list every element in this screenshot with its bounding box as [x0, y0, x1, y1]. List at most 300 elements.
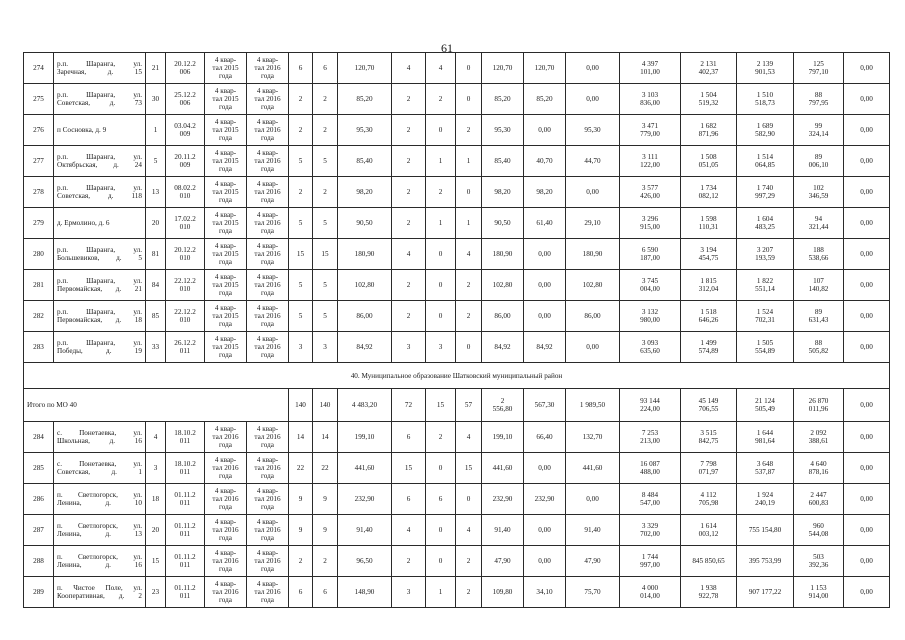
period-start-cell-line: 4 квар- [214, 456, 237, 464]
count-cell [289, 515, 313, 546]
sum-cell-line: 547,00 [640, 499, 660, 507]
sum-cell-line: 518,73 [755, 99, 775, 107]
total-line: 45 149 [698, 397, 719, 405]
count-cell-line: 0 [438, 250, 443, 258]
sum-cell-line: 004,00 [640, 285, 660, 293]
row-number-line: 280 [33, 250, 44, 258]
sum-cell-line: 755 154,80 [748, 526, 782, 534]
total-cell: 57 [456, 389, 482, 422]
date-cell [166, 84, 205, 115]
date-cell [166, 208, 205, 239]
area-cell [482, 270, 524, 301]
sum-cell-line: 3 471 [641, 122, 659, 130]
date-cell-line: 01.11.2 [174, 491, 196, 499]
area-cell-line: 199,10 [492, 433, 513, 441]
count-cell [313, 301, 338, 332]
count-cell [313, 484, 338, 515]
sum-cell [794, 453, 844, 484]
period-end-cell-line: 4 квар- [256, 456, 279, 464]
area-cell [566, 115, 620, 146]
area-cell [482, 84, 524, 115]
area-cell-line: 0,00 [538, 281, 551, 289]
period-start-cell-line: 4 квар- [214, 549, 237, 557]
count-cell-line: 1 [466, 219, 471, 227]
area-cell [524, 208, 566, 239]
sum-cell-line: 980,00 [640, 316, 660, 324]
count-cell-line: 4 [406, 250, 411, 258]
sum-cell-line: 454,75 [698, 254, 719, 262]
period-end-cell-line: 4 квар- [256, 304, 279, 312]
period-end-cell-line: 4 квар- [256, 56, 279, 64]
date-cell-line: 010 [179, 285, 191, 293]
count-cell [456, 515, 482, 546]
address-cell-line: д. Ермолино, д. 6 [57, 219, 110, 227]
area-cell [338, 84, 392, 115]
sum-cell-line: 997,29 [755, 192, 775, 200]
count-cell [392, 577, 426, 608]
sum-cell [794, 422, 844, 453]
date-cell-line: 011 [179, 561, 191, 569]
count-cell [426, 453, 456, 484]
sum-cell-line: 871,96 [698, 130, 719, 138]
count-cell [313, 53, 338, 84]
sum-cell-line: 702,00 [640, 530, 660, 538]
sum-cell [681, 239, 737, 270]
last-cell-line: 0,00 [860, 588, 873, 596]
area-cell [338, 146, 392, 177]
sum-cell [737, 84, 794, 115]
count-cell [426, 332, 456, 363]
sum-cell-line: 574,89 [698, 347, 719, 355]
period-end-cell [247, 546, 289, 577]
period-end-cell [247, 453, 289, 484]
address-cell-line: Ленина, д. 10 [57, 499, 142, 507]
count-cell-line: 2 [466, 281, 471, 289]
count-cell [392, 239, 426, 270]
count-cell-line: 2 [406, 557, 411, 565]
area-cell-line: 66,40 [536, 433, 553, 441]
area-cell [482, 484, 524, 515]
area-cell [524, 270, 566, 301]
last-cell [844, 515, 890, 546]
address-cell [54, 146, 146, 177]
sum-cell-line: 193,59 [755, 254, 775, 262]
year-cell-line: 4 [153, 433, 158, 441]
count-cell-line: 6 [323, 588, 327, 596]
area-cell-line: 0,00 [538, 312, 551, 320]
row-number [24, 115, 54, 146]
period-end-cell [247, 484, 289, 515]
count-cell [426, 84, 456, 115]
last-cell [844, 453, 890, 484]
count-cell [426, 422, 456, 453]
last-cell [844, 577, 890, 608]
area-cell [524, 177, 566, 208]
sum-cell [794, 577, 844, 608]
sum-cell-line: 324,14 [808, 130, 829, 138]
area-cell-line: 98,20 [536, 188, 553, 196]
sum-cell [681, 332, 737, 363]
area-cell-line: 0,00 [586, 188, 599, 196]
count-cell [426, 115, 456, 146]
row-number [24, 453, 54, 484]
date-cell [166, 484, 205, 515]
count-cell [392, 453, 426, 484]
last-cell [844, 546, 890, 577]
sum-cell-line: 1 682 [700, 122, 717, 130]
last-cell-line: 0,00 [860, 464, 873, 472]
sum-cell-line: 2 139 [756, 60, 774, 68]
date-cell [166, 577, 205, 608]
sum-cell-line: 3 132 [641, 308, 659, 316]
period-end-cell [247, 208, 289, 239]
count-cell-line: 2 [298, 126, 303, 134]
sum-cell-line: 503 [813, 553, 824, 561]
address-cell [54, 115, 146, 146]
period-end-cell-line: тал 2016 [254, 433, 281, 441]
sum-cell-line: 16 087 [640, 460, 660, 468]
area-cell-line: 199,10 [354, 433, 375, 441]
date-cell-line: 011 [179, 592, 191, 600]
area-cell [338, 546, 392, 577]
count-cell-line: 2 [298, 95, 303, 103]
sum-cell [794, 177, 844, 208]
sum-cell [737, 577, 794, 608]
count-cell-line: 6 [323, 64, 327, 72]
count-cell-line: 0 [438, 557, 443, 565]
total-line: 2 [500, 397, 505, 405]
date-cell-line: 010 [179, 316, 191, 324]
sum-cell-line: 1 744 [641, 553, 659, 561]
sum-cell-line: 3 207 [756, 246, 774, 254]
count-cell-line: 6 [406, 433, 411, 441]
address-cell-line: Первомайская, д. 18 [57, 316, 142, 324]
period-end-cell-line: тал 2016 [254, 64, 281, 72]
period-start-cell-line: 4 квар- [214, 304, 237, 312]
date-cell-line: 01.11.2 [174, 553, 196, 561]
total-line: 011,96 [808, 405, 829, 413]
sum-cell [737, 484, 794, 515]
sum-cell-line: 797,95 [808, 99, 829, 107]
area-cell-line: 102,80 [582, 281, 603, 289]
count-cell-line: 1 [438, 157, 443, 165]
address-cell-line: р.п. Шаранга, ул. [57, 153, 142, 161]
count-cell-line: 5 [323, 157, 327, 165]
count-cell [289, 270, 313, 301]
date-cell-line: 22.12.2 [174, 277, 196, 285]
area-cell [566, 422, 620, 453]
period-end-cell-line: 4 квар- [256, 580, 279, 588]
sum-cell-line: 997,00 [640, 561, 660, 569]
area-cell-line: 109,80 [492, 588, 513, 596]
count-cell [456, 146, 482, 177]
sum-cell-line: 505,82 [808, 347, 829, 355]
date-cell-line: 01.11.2 [174, 522, 196, 530]
year-cell-line: 5 [153, 157, 158, 165]
area-cell [338, 515, 392, 546]
row-number-line: 276 [33, 126, 44, 134]
address-cell-line: Победы, д. 19 [57, 347, 142, 355]
period-end-cell-line: года [260, 351, 274, 359]
period-start-cell-line: тал 2015 [212, 312, 239, 320]
area-cell [524, 84, 566, 115]
area-cell [338, 301, 392, 332]
count-cell-line: 2 [406, 312, 411, 320]
area-cell-line: 29,10 [584, 219, 601, 227]
period-start-cell-line: тал 2015 [212, 188, 239, 196]
count-cell-line: 9 [323, 495, 327, 503]
last-cell [844, 301, 890, 332]
count-cell [392, 115, 426, 146]
count-cell-line: 4 [406, 526, 411, 534]
count-cell [392, 146, 426, 177]
period-start-cell-line: тал 2016 [212, 464, 239, 472]
period-end-cell-line: года [260, 472, 274, 480]
sum-cell [620, 484, 681, 515]
period-start-cell-line: 4 квар- [214, 242, 237, 250]
count-cell [289, 301, 313, 332]
sum-cell [681, 422, 737, 453]
date-cell [166, 115, 205, 146]
last-cell [844, 177, 890, 208]
area-cell-line: 75,70 [584, 588, 601, 596]
area-cell-line: 95,30 [494, 126, 511, 134]
total-cell [794, 389, 844, 422]
area-cell-line: 91,40 [494, 526, 511, 534]
period-end-cell-line: 4 квар- [256, 87, 279, 95]
sum-cell [620, 84, 681, 115]
total-cell: 4 483,20 [338, 389, 392, 422]
period-start-cell-line: тал 2015 [212, 157, 239, 165]
sum-cell-line: 1 504 [700, 91, 717, 99]
count-cell-line: 9 [298, 495, 303, 503]
sum-cell-line: 140,82 [808, 285, 829, 293]
area-cell-line: 90,50 [356, 219, 373, 227]
total-cell: 140 [313, 389, 338, 422]
year-cell [146, 146, 166, 177]
last-cell-line: 0,00 [860, 250, 873, 258]
sum-cell-line: 187,00 [640, 254, 660, 262]
sum-cell-line: 4 000 [641, 584, 659, 592]
last-cell-line: 0,00 [860, 219, 873, 227]
count-cell [313, 177, 338, 208]
area-cell [524, 115, 566, 146]
sum-cell-line: 1 734 [700, 184, 717, 192]
period-start-cell-line: 4 квар- [214, 87, 237, 95]
sum-cell-line: 3 648 [756, 460, 774, 468]
count-cell-line: 2 [438, 188, 443, 196]
sum-cell-line: 1 510 [756, 91, 774, 99]
count-cell-line: 2 [466, 126, 471, 134]
year-cell-line: 21 [151, 64, 160, 72]
sum-cell-line: 1 518 [700, 308, 717, 316]
area-cell [482, 208, 524, 239]
row-number [24, 270, 54, 301]
address-cell-line: р.п. Шаранга, ул. [57, 308, 142, 316]
count-cell [426, 577, 456, 608]
area-cell [566, 53, 620, 84]
total-line: 706,55 [698, 405, 719, 413]
count-cell [313, 515, 338, 546]
date-cell-line: 006 [179, 68, 191, 76]
sum-cell-line: 1 689 [756, 122, 774, 130]
sum-cell-line: 213,00 [640, 437, 660, 445]
row-number-line: 289 [33, 588, 44, 596]
period-start-cell [205, 239, 247, 270]
period-start-cell [205, 53, 247, 84]
section-row [24, 363, 890, 389]
period-start-cell [205, 453, 247, 484]
period-start-cell-line: года [218, 165, 232, 173]
count-cell [426, 53, 456, 84]
period-end-cell-line: 4 квар- [256, 211, 279, 219]
address-cell-line: Школьная, д. 16 [57, 437, 142, 445]
area-cell [338, 422, 392, 453]
sum-cell-line: 3 329 [641, 522, 659, 530]
count-cell [392, 422, 426, 453]
count-cell [392, 301, 426, 332]
sum-cell-line: 842,75 [698, 437, 719, 445]
address-cell [54, 208, 146, 239]
date-cell [166, 546, 205, 577]
sum-cell [794, 546, 844, 577]
address-cell-line: р.п. Шаранга, ул. [57, 60, 142, 68]
period-start-cell-line: года [218, 289, 232, 297]
count-cell-line: 2 [406, 126, 411, 134]
address-cell-line: Советская, д. 73 [57, 99, 142, 107]
count-cell-line: 1 [438, 588, 443, 596]
period-start-cell-line: года [218, 441, 232, 449]
sum-cell-line: 402,37 [698, 68, 719, 76]
sum-cell-line: 003,12 [698, 530, 719, 538]
last-cell-line: 0,00 [860, 312, 873, 320]
sum-cell-line: 1 938 [700, 584, 717, 592]
period-end-cell-line: тал 2016 [254, 312, 281, 320]
total-cell: 15 [426, 389, 456, 422]
area-cell-line: 0,00 [586, 495, 599, 503]
sum-cell-line: 582,90 [755, 130, 775, 138]
area-cell [482, 239, 524, 270]
count-cell-line: 0 [438, 281, 443, 289]
count-cell [313, 577, 338, 608]
count-cell-line: 2 [406, 157, 411, 165]
row-number [24, 422, 54, 453]
sum-cell [794, 53, 844, 84]
last-cell-line: 0,00 [860, 157, 873, 165]
sum-cell [681, 301, 737, 332]
count-cell [456, 484, 482, 515]
count-cell-line: 14 [296, 433, 305, 441]
sum-cell-line: 110,31 [698, 223, 719, 231]
table-row [24, 301, 890, 332]
last-cell [844, 84, 890, 115]
count-cell-line: 2 [438, 433, 443, 441]
count-cell-line: 15 [464, 464, 473, 472]
sum-cell-line: 3 745 [641, 277, 659, 285]
area-cell-line: 85,20 [494, 95, 511, 103]
area-cell-line: 85,40 [356, 157, 373, 165]
row-number-line: 282 [33, 312, 44, 320]
last-cell-line: 0,00 [860, 433, 873, 441]
count-cell [456, 177, 482, 208]
period-start-cell-line: года [218, 503, 232, 511]
count-cell [313, 208, 338, 239]
count-cell-line: 6 [406, 495, 411, 503]
period-end-cell-line: тал 2016 [254, 219, 281, 227]
sum-cell-line: 107 [813, 277, 824, 285]
area-cell-line: 61,40 [536, 219, 553, 227]
date-cell-line: 010 [179, 223, 191, 231]
period-start-cell-line: тал 2016 [212, 526, 239, 534]
area-cell-line: 96,50 [356, 557, 373, 565]
total-line: 556,80 [492, 405, 513, 413]
row-number-line: 284 [33, 433, 44, 441]
period-start-cell [205, 115, 247, 146]
sum-cell-line: 3 577 [641, 184, 659, 192]
last-cell [844, 484, 890, 515]
sum-cell [620, 422, 681, 453]
count-cell [426, 484, 456, 515]
period-start-cell-line: тал 2015 [212, 95, 239, 103]
address-cell-line: р.п. Шаранга, ул. [57, 184, 142, 192]
sum-cell-line: 631,43 [808, 316, 829, 324]
area-cell [338, 453, 392, 484]
year-cell [146, 577, 166, 608]
address-cell-line: Кооперативная, д. 2 [57, 592, 142, 600]
count-cell-line: 4 [466, 250, 471, 258]
area-cell-line: 95,30 [356, 126, 373, 134]
sum-cell-line: 1 604 [756, 215, 774, 223]
period-start-cell-line: 4 квар- [214, 580, 237, 588]
address-cell-line: п. Светлогорск, ул. [57, 522, 142, 530]
row-number [24, 546, 54, 577]
sum-cell-line: 1 740 [756, 184, 774, 192]
address-cell [54, 53, 146, 84]
date-cell-line: 17.02.2 [174, 215, 196, 223]
period-start-cell-line: тал 2015 [212, 219, 239, 227]
sum-cell [737, 239, 794, 270]
row-number-line: 279 [33, 219, 44, 227]
count-cell [456, 422, 482, 453]
sum-cell [681, 270, 737, 301]
count-cell-line: 6 [298, 588, 303, 596]
area-cell-line: 102,80 [492, 281, 513, 289]
area-cell [482, 422, 524, 453]
sum-cell-line: 702,31 [755, 316, 775, 324]
sum-cell-line: 006,10 [808, 161, 829, 169]
period-start-cell-line: тал 2015 [212, 343, 239, 351]
total-cell: 72 [392, 389, 426, 422]
year-cell [146, 84, 166, 115]
date-cell [166, 301, 205, 332]
date-cell-line: 18.10.2 [174, 460, 196, 468]
count-cell-line: 5 [298, 281, 303, 289]
area-cell-line: 102,80 [354, 281, 375, 289]
total-line: 224,00 [640, 405, 660, 413]
address-cell [54, 453, 146, 484]
period-end-cell-line: 4 квар- [256, 487, 279, 495]
sum-cell [737, 115, 794, 146]
area-cell [524, 546, 566, 577]
sum-cell-line: 635,60 [640, 347, 660, 355]
address-cell [54, 515, 146, 546]
count-cell-line: 2 [323, 95, 327, 103]
area-cell-line: 85,20 [536, 95, 553, 103]
area-cell [566, 484, 620, 515]
count-cell [392, 177, 426, 208]
count-cell [426, 515, 456, 546]
count-cell [289, 422, 313, 453]
